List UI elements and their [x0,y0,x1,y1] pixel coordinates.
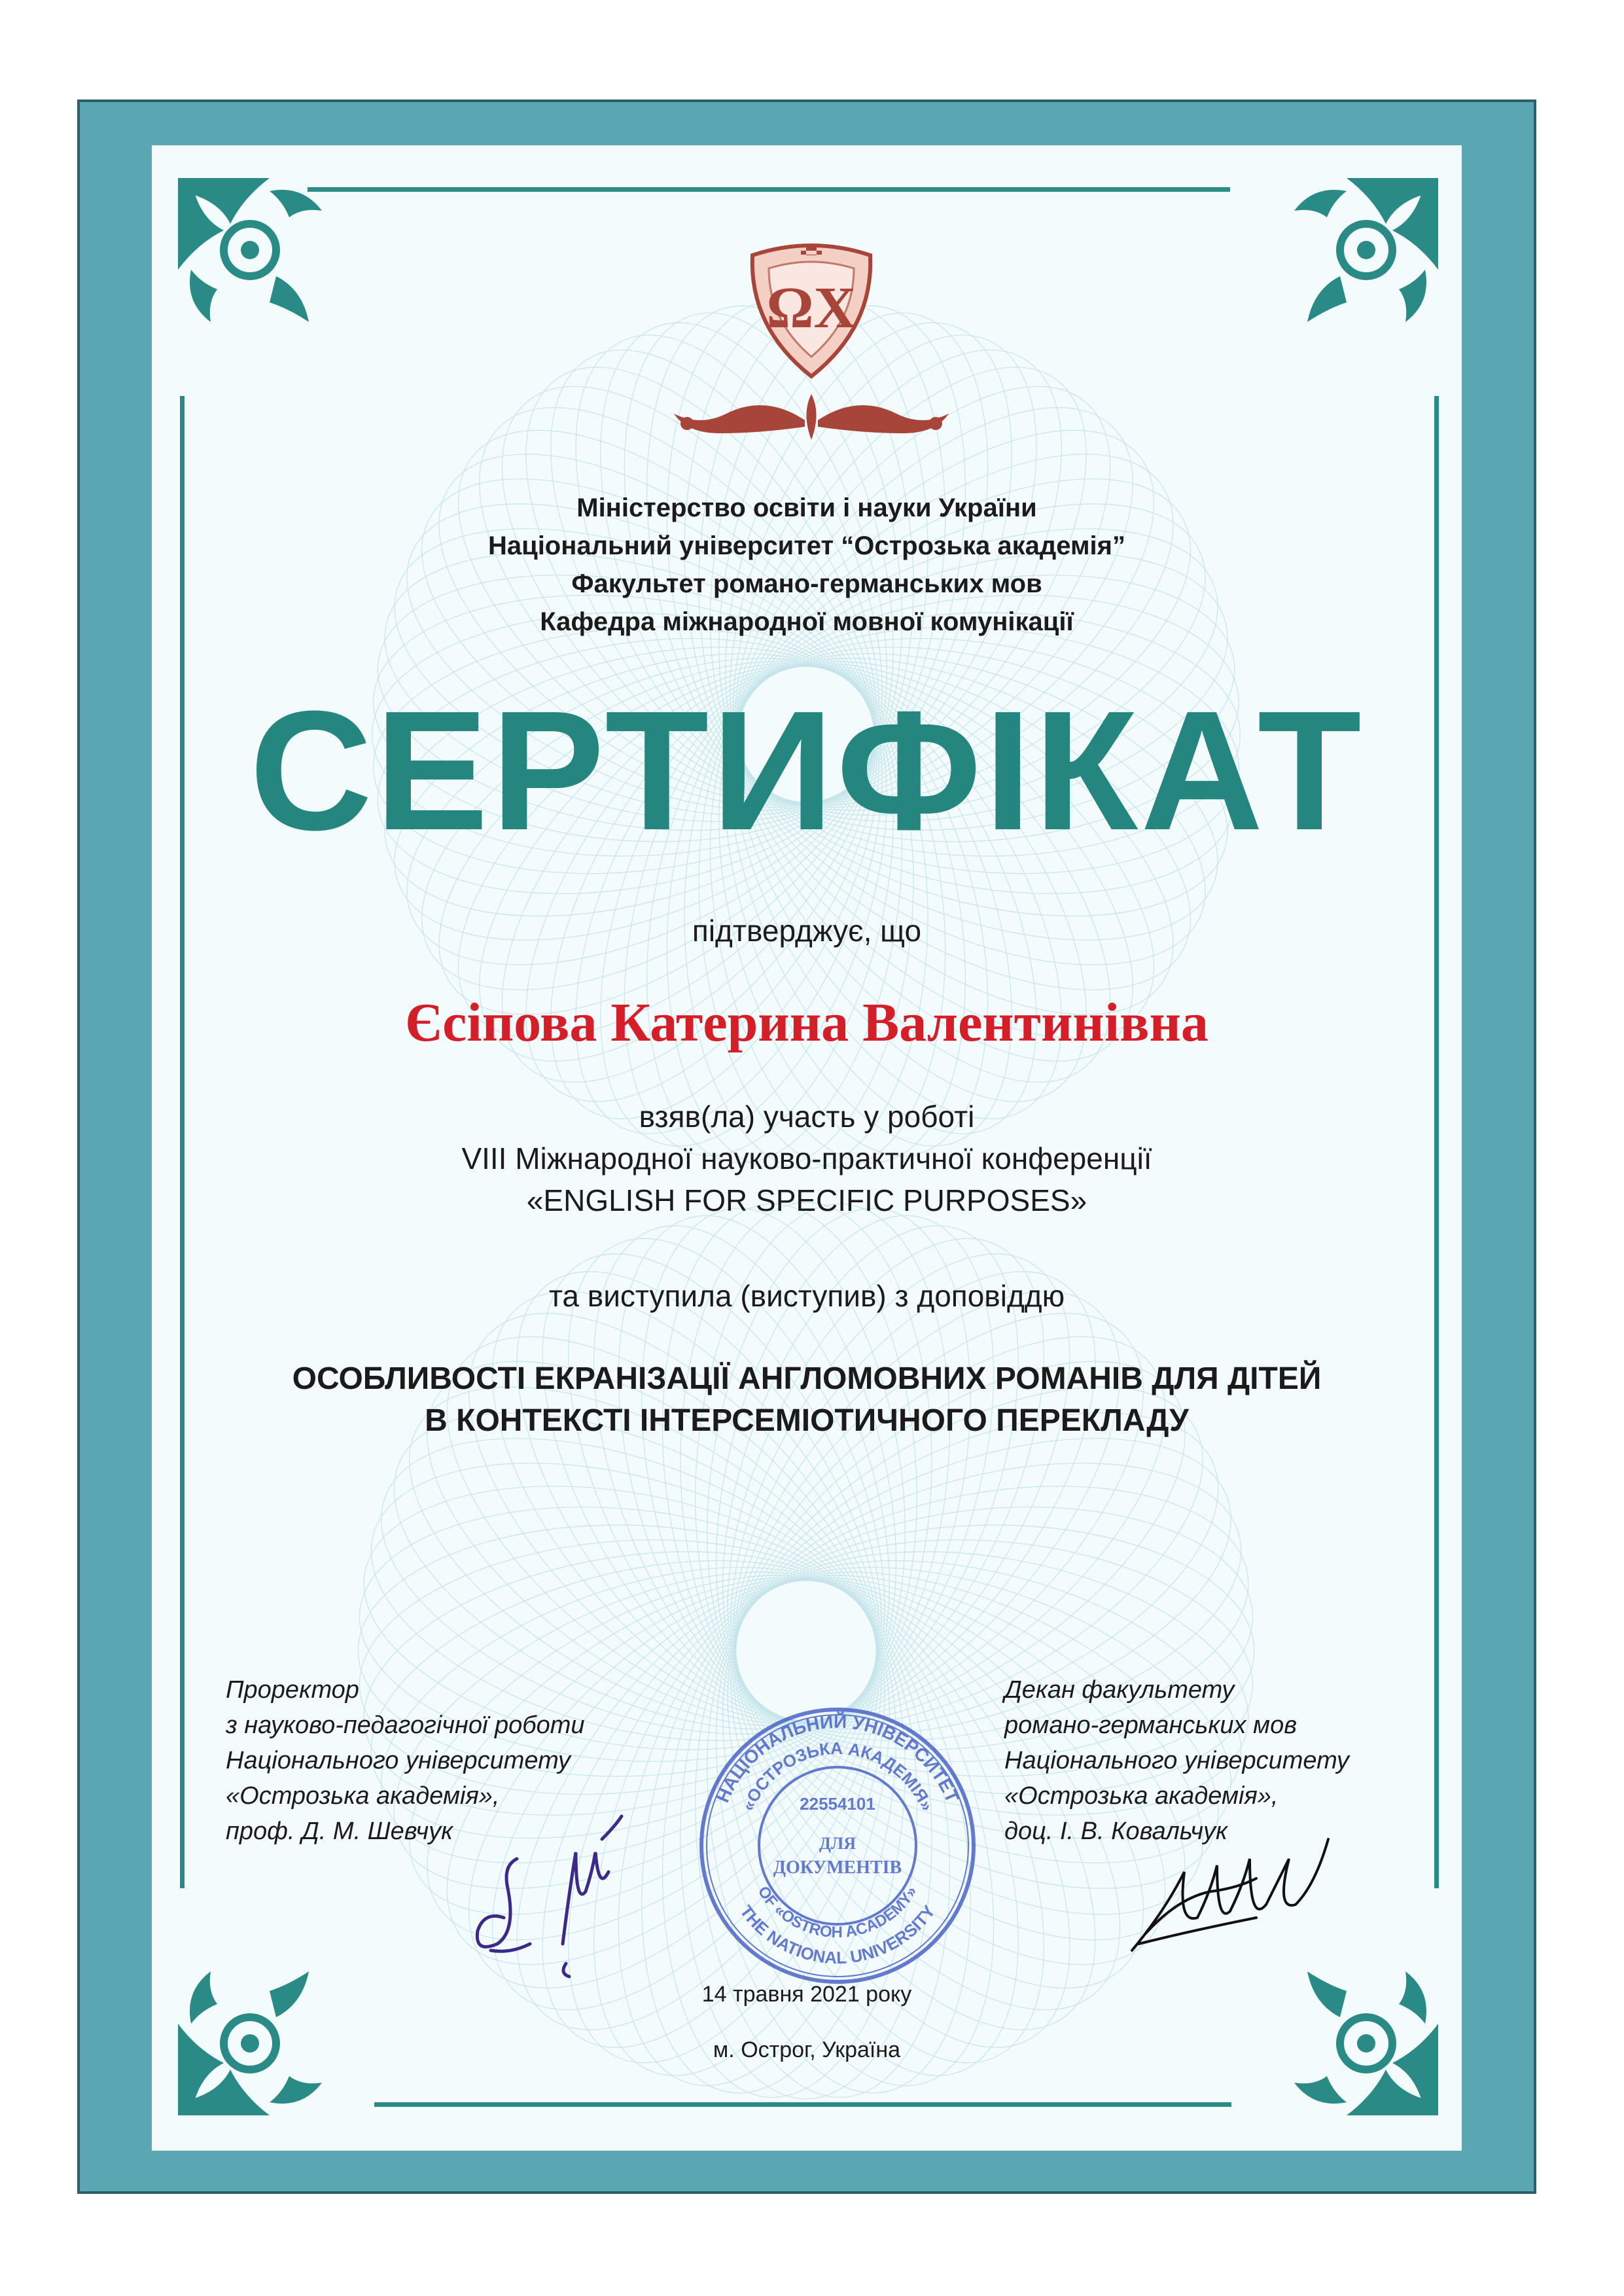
signatory-left-name: проф. Д. М. Шевчук [226,1818,453,1845]
report-title-line-1: ОСОБЛИВОСТІ ЕКРАНІЗАЦІЇ АНГЛОМОВНИХ РОМАНІВ ДЛЯ ДІТЕЙ [292,1361,1322,1396]
corner-ornament-icon [1275,171,1445,342]
top-rule [308,187,1230,192]
signatory-left-org: Національного університету [226,1747,571,1774]
header-ministry: Міністерство освіти і науки України [576,493,1037,522]
signatory-right [1004,1672,1349,1849]
report-title-line-2: В КОНТЕКСТІ ІНТЕРСЕМІОТИЧНОГО ПЕРЕКЛАДУ [425,1403,1189,1438]
bottom-rule [374,2102,1231,2107]
issue-date: 14 травня 2021 року [701,1982,912,2007]
confirms-text: підтверджує, що [692,914,922,948]
stamp-outer-top: НАЦІОНАЛЬНИЙ УНІВЕРСИТЕТ [712,1711,963,1806]
presented-text: та виступила (виступив) з доповіддю [548,1279,1065,1313]
signatory-left-org-2: «Острозька академія», [226,1782,500,1810]
header-university: Національний університет “Острозька академія” [487,531,1126,560]
participation-line-3: «ENGLISH FOR SPECIFIC PURPOSES» [526,1183,1087,1217]
signatory-right-position: Декан факультету [1004,1676,1235,1704]
official-stamp-icon [694,1702,981,1990]
signatory-right-name: доц. І. В. Ковальчук [1004,1818,1227,1845]
header-department: Кафедра міжнародної мовної комунікації [540,607,1074,636]
stamp-inner-bottom: OF «OSTROH ACADEMY» [754,1883,921,1942]
header-faculty: Факультет романо-германських мов [571,569,1042,598]
signatory-left-position-2: з науково-педагогічної роботи [226,1712,585,1739]
signatory-left-position: Проректор [226,1676,359,1704]
stamp-center-1: ДЛЯ [819,1834,856,1853]
stamp-code: 22554101 [800,1794,875,1814]
stamp-inner-top: «ОСТРОЗЬКА АКАДЕМІЯ» [737,1738,938,1814]
participation-line-2: VIII Міжнародної науково-практичної конференції [461,1141,1152,1175]
stamp-center-2: ДОКУМЕНТІВ [773,1857,902,1878]
svg-text:ΩX: ΩX [766,276,856,340]
corner-ornament-icon [171,171,342,342]
crest-emblem-icon [733,229,890,386]
certificate-title: СЕРТИФІКАТ [249,676,1364,866]
signatory-right-position-2: романо-германських мов [1004,1712,1297,1739]
stamp-outer-bottom: THE NATIONAL UNIVERSITY [735,1901,940,1968]
signature-right-icon [1125,1833,1335,1964]
issue-place: м. Острог, Україна [713,2037,901,2062]
participation-line-1: взяв(ла) участь у роботі [639,1100,975,1134]
recipient-name: Єсіпова Катерина Валентинівна [405,992,1209,1053]
crest-flourish-icon [648,387,975,446]
signature-left-icon [445,1813,641,1983]
signatory-right-org-2: «Острозька академія», [1004,1782,1279,1810]
signatory-right-org: Національного університету [1004,1747,1349,1774]
